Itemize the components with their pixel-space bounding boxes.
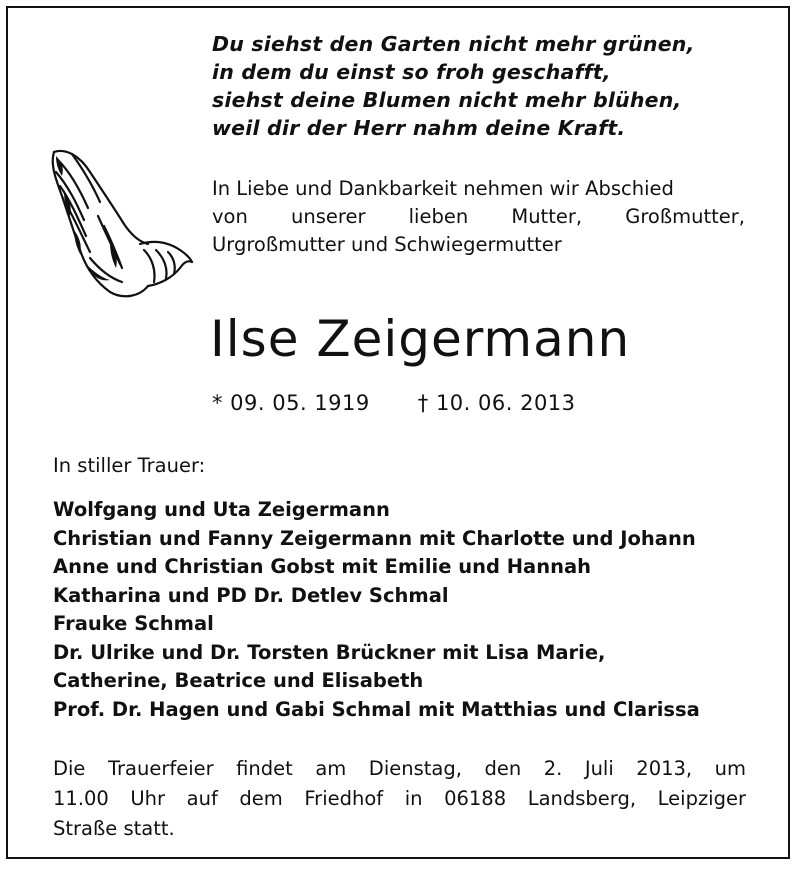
- deceased-name: Ilse Zeigermann: [210, 310, 631, 368]
- intro-line: von unserer lieben Mutter, Großmutter,: [212, 205, 745, 228]
- intro-line: In Liebe und Dankbarkeit nehmen wir Abschied: [212, 177, 674, 200]
- mourner-line: Dr. Ulrike und Dr. Torsten Brückner mit Lisa Marie,: [53, 640, 606, 664]
- intro-line: Urgroßmutter und Schwiegermutter: [212, 233, 562, 256]
- poem: [212, 30, 695, 142]
- poem-line: in dem du einst so froh geschafft,: [212, 60, 611, 84]
- mourner-line: Anne und Christian Gobst mit Emilie und Hannah: [53, 555, 592, 578]
- mourners-label: In stiller Trauer:: [53, 454, 206, 477]
- service-info: [53, 754, 746, 844]
- mourner-line: Frauke Schmal: [53, 612, 214, 635]
- death-date: † 10. 06. 2013: [417, 391, 576, 415]
- mourners-list: [53, 496, 700, 724]
- poem-line: siehst deine Blumen nicht mehr blühen,: [212, 88, 682, 112]
- mourner-line: Christian und Fanny Zeigermann mit Charlotte und Johann: [53, 526, 696, 550]
- service-line: Straße statt.: [53, 817, 175, 840]
- mourner-line: Prof. Dr. Hagen und Gabi Schmal mit Matthias und Clarissa: [53, 697, 700, 721]
- service-line: 11.00 Uhr auf dem Friedhof in 06188 Landsberg, Leipziger: [53, 787, 746, 810]
- poem-line: Du siehst den Garten nicht mehr grünen,: [212, 32, 695, 56]
- mourner-line: Catherine, Beatrice und Elisabeth: [53, 669, 424, 692]
- mourner-line: Wolfgang und Uta Zeigermann: [53, 498, 390, 521]
- intro-text: [212, 175, 745, 259]
- service-line: Die Trauerfeier findet am Dienstag, den 2. Juli 2013, um: [53, 757, 746, 780]
- birth-date: * 09. 05. 1919: [212, 391, 370, 415]
- mourner-line: Katharina und PD Dr. Detlev Schmal: [53, 583, 449, 607]
- life-dates: [212, 391, 624, 415]
- poem-line: weil dir der Herr nahm deine Kraft.: [212, 116, 626, 140]
- praying-hands-icon: [44, 146, 194, 306]
